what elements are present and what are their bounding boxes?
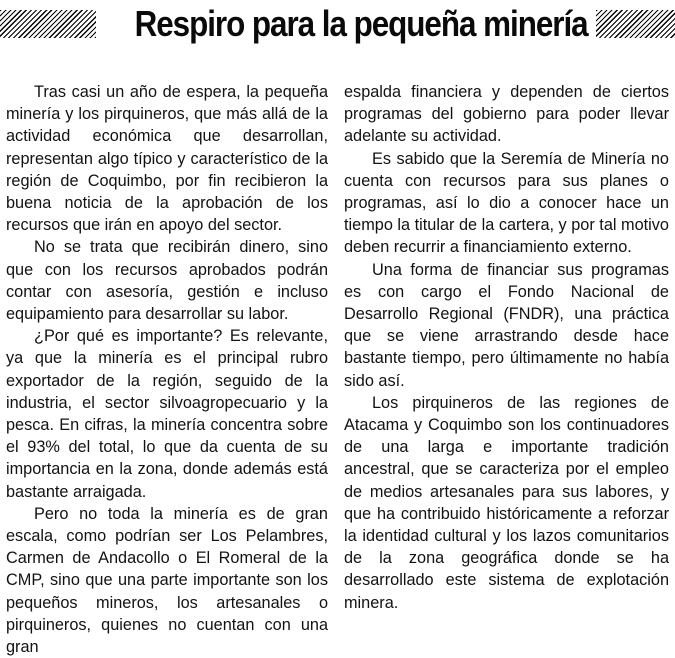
header-hatch-right [596, 10, 675, 38]
article-headline: Respiro para la pequeña minería [134, 3, 588, 44]
header-hatch-left [0, 10, 96, 38]
paragraph: Pero no toda la minería es de gran escala, como podrían ser Los Pelambres, Carmen de Andacollo o El Romeral de la CMP, sino que una parte importante son los pequeños mineros, los artesanales o pirquineros, quienes no cuentan con una gran [6, 504, 328, 657]
paragraph: Tras casi un año de espera, la pequeña minería y los pirquineros, que más allá de la actividad económica que desarrollan, representan algo típico y característico de la región de Coquimbo, por fin recibieron la buena noticia de la aprobación de los recursos que irán en apoyo del sector. [6, 83, 328, 235]
paragraph: Los pirquineros de las regiones de Atacama y Coquimbo son los continuadores de una larga e importante tradición ancestral, que se caracteriza por el empleo de medios artesanales para sus labores, y que ha contribuido históricamente a reforzar la identidad cultural y los lazos comunitarios de la zona geográfica donde se ha desarrollado este sistema de explotación minera. [344, 393, 669, 612]
paragraph: Una forma de financiar sus programas es con cargo el Fondo Nacional de Desarrollo Regional (FNDR), una práctica que se viene arrastrando desde hace bastante tiempo, pero últimamente no había sido así. [344, 260, 669, 390]
article-column-2 [344, 81, 669, 614]
article-column-1 [6, 81, 328, 658]
paragraph-continued: espalda financiera y dependen de ciertos programas del gobierno para poder llevar adelante su actividad. [344, 83, 669, 146]
paragraph: ¿Por qué es importante? Es relevante, ya que la minería es el principal rubro exportador de la región, seguido de la industria, el sector silvoagropecuario y la pesca. En cifras, la minería concentra sobre el 93% del total, lo que da cuenta de su importancia en la zona, donde además está bastante arraigada. [6, 327, 328, 501]
paragraph: No se trata que recibirán dinero, sino que con los recursos aprobados podrán contar con asesoría, gestión e incluso equipamiento para desarrollar su labor. [6, 238, 328, 324]
paragraph: Es sabido que la Seremía de Minería no cuenta con recursos para sus planes o programas, así lo dio a conocer hace un tiempo la titular de la cartera, y por tal motivo deben recurrir a financiamiento externo. [344, 149, 669, 257]
